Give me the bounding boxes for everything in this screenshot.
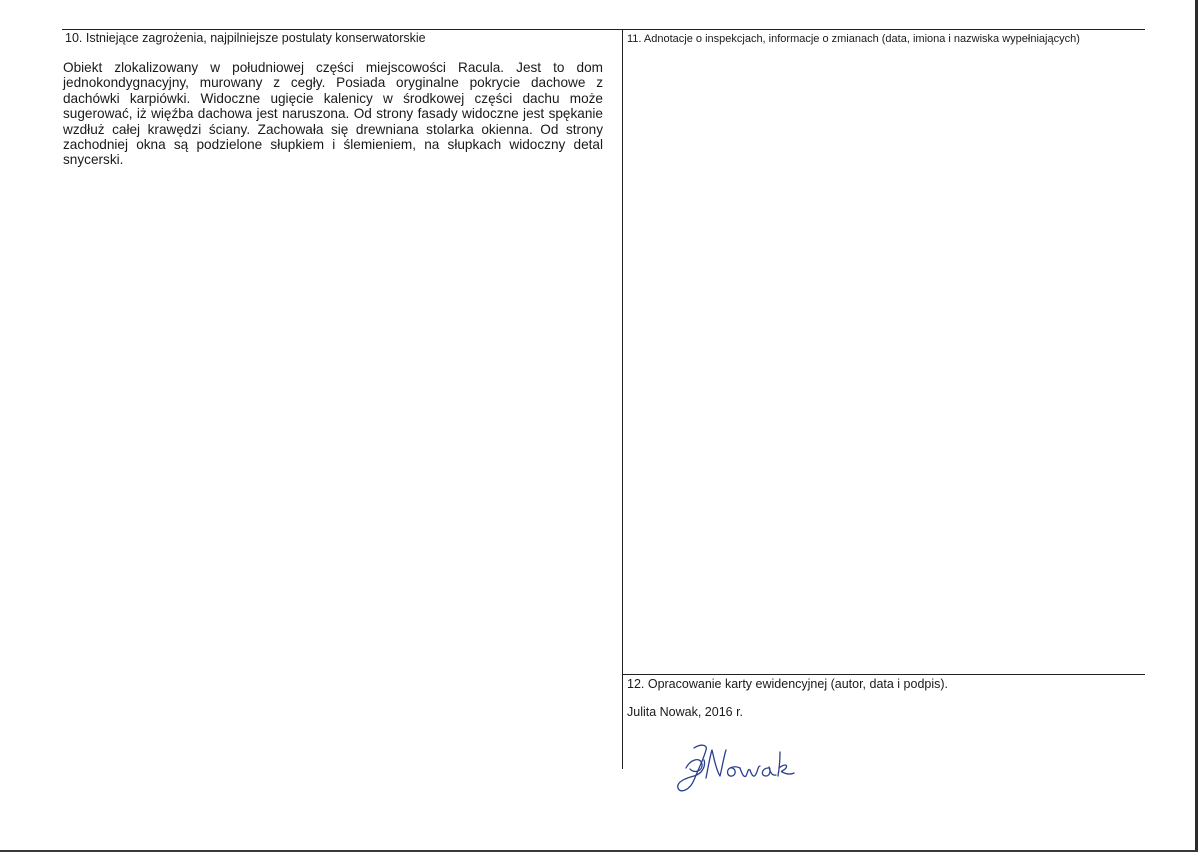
section10-heading: 10. Istniejące zagrożenia, najpilniejsze postulaty konserwatorskie (65, 31, 426, 45)
top-rule-right (622, 29, 1145, 30)
section10-body: Obiekt zlokalizowany w południowej części miejscowości Racula. Jest to dom jednokondygnacyjny, murowany z cegły. Posiada oryginalne pokrycie dachowe z dachówki karpiówki. Widoczne ugięcie kalenicy w środkowej części dachu może sugerować, iż więźba dachowa jest naruszona. Od strony fasady widoczne jest spękanie wzdłuż całej krawędzi ściany. Zachowała się drewniana stolarka okienna. Od strony zachodniej okna są podzielone słupkiem i ślemieniem, na słupkach widoczny detal snycerski. (63, 60, 603, 168)
top-rule-left (62, 29, 622, 30)
author-line: Julita Nowak, 2016 r. (627, 705, 744, 719)
column-divider (622, 29, 623, 769)
section11-heading: 11. Adnotacje o inspekcjach, informacje o zmianach (data, imiona i nazwiska wypełniających) (627, 33, 1080, 45)
section12-heading: 12. Opracowanie karty ewidencyjnej (autor, data i podpis). (627, 677, 949, 691)
section12-rule (622, 674, 1145, 675)
signature (672, 738, 822, 800)
